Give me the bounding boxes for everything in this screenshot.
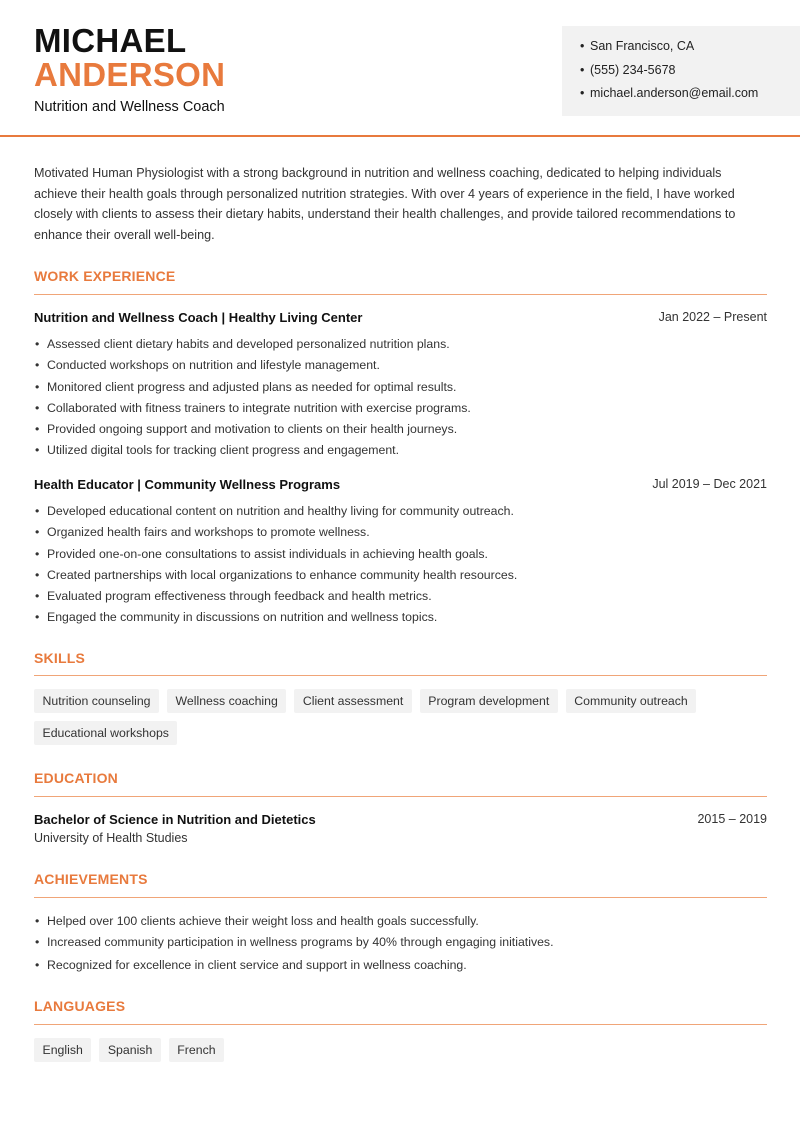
resume-header — [0, 0, 800, 137]
summary-paragraph: Motivated Human Physiologist with a strong background in nutrition and wellness coaching, dedicated to helping individuals achieve their health goals through personalized nutrition strategies. With over 4 years of experience in the field, I have worked closely with clients to assess their dietary habits, understand their health challenges, and provide tailored recommendations to enhance their overall well-being. — [34, 166, 736, 243]
skills-heading: SKILLS — [34, 650, 85, 666]
job-title-1: Nutrition and Wellness Coach | Healthy Living Center — [34, 310, 363, 325]
list-item: • Created partnerships with local organizations to enhance community health resources. — [34, 567, 767, 588]
first-name: MICHAEL — [34, 22, 187, 59]
contact-phone: • (555) 234-5678 — [580, 62, 758, 86]
skill-tag: Educational workshops — [34, 721, 177, 745]
skill-tag: Wellness coaching — [167, 689, 286, 713]
section-divider — [34, 796, 767, 797]
list-item: • Provided ongoing support and motivation to clients on their health journeys. — [34, 421, 767, 442]
language-tag: Spanish — [99, 1038, 160, 1062]
list-item: • Assessed client dietary habits and developed personalized nutrition plans. — [34, 336, 767, 357]
list-item: • Monitored client progress and adjusted plans as needed for optimal results. — [34, 379, 767, 400]
list-item: • Increased community participation in wellness programs by 40% through engaging initiatives. — [34, 934, 767, 957]
school-name: University of Health Studies — [34, 831, 188, 845]
skill-tag: Client assessment — [294, 689, 411, 713]
education-date: 2015 – 2019 — [697, 812, 767, 826]
education-heading: EDUCATION — [34, 770, 118, 786]
last-name: ANDERSON — [34, 56, 226, 93]
section-divider — [34, 897, 767, 898]
language-tag: English — [34, 1038, 91, 1062]
languages-heading: LANGUAGES — [34, 998, 126, 1014]
section-divider — [34, 1024, 767, 1025]
job-date-1: Jan 2022 – Present — [658, 310, 767, 324]
job-bullets-1 — [34, 336, 767, 464]
job-date-2: Jul 2019 – Dec 2021 — [652, 477, 767, 491]
job-title: Nutrition and Wellness Coach — [34, 99, 225, 115]
job-title-2: Health Educator | Community Wellness Programs — [34, 477, 341, 492]
contact-list — [580, 38, 758, 109]
job-bullets-2 — [34, 503, 767, 631]
list-item: • Helped over 100 clients achieve their weight loss and health goals successfully. — [34, 913, 767, 934]
list-item: • Evaluated program effectiveness through feedback and health metrics. — [34, 588, 767, 609]
achievements-heading: ACHIEVEMENTS — [34, 871, 148, 887]
section-divider — [34, 675, 767, 676]
skill-tag: Program development — [420, 689, 558, 713]
contact-box — [562, 26, 800, 116]
language-tag: French — [169, 1038, 224, 1062]
list-item: • Organized health fairs and workshops to promote wellness. — [34, 524, 767, 545]
list-item: • Developed educational content on nutrition and healthy living for community outreach. — [34, 503, 767, 524]
achievements-list — [34, 913, 767, 979]
skills-tags — [34, 689, 774, 745]
list-item: • Collaborated with fitness trainers to integrate nutrition with exercise programs. — [34, 400, 767, 421]
list-item: • Recognized for excellence in client service and support in wellness coaching. — [34, 957, 767, 978]
skill-tag: Community outreach — [566, 689, 696, 713]
contact-email: • michael.anderson@email.com — [580, 85, 758, 109]
list-item: • Engaged the community in discussions on nutrition and wellness topics. — [34, 609, 767, 630]
contact-location: • San Francisco, CA — [580, 38, 758, 62]
languages-tags — [34, 1038, 774, 1062]
list-item: • Provided one-on-one consultations to assist individuals in achieving health goals. — [34, 546, 767, 567]
list-item: • Conducted workshops on nutrition and lifestyle management. — [34, 357, 767, 378]
section-divider — [34, 294, 767, 295]
work-experience-heading: WORK EXPERIENCE — [34, 268, 176, 284]
list-item: • Utilized digital tools for tracking client progress and engagement. — [34, 442, 767, 463]
degree-title: Bachelor of Science in Nutrition and Dietetics — [34, 812, 316, 827]
skill-tag: Nutrition counseling — [34, 689, 159, 713]
